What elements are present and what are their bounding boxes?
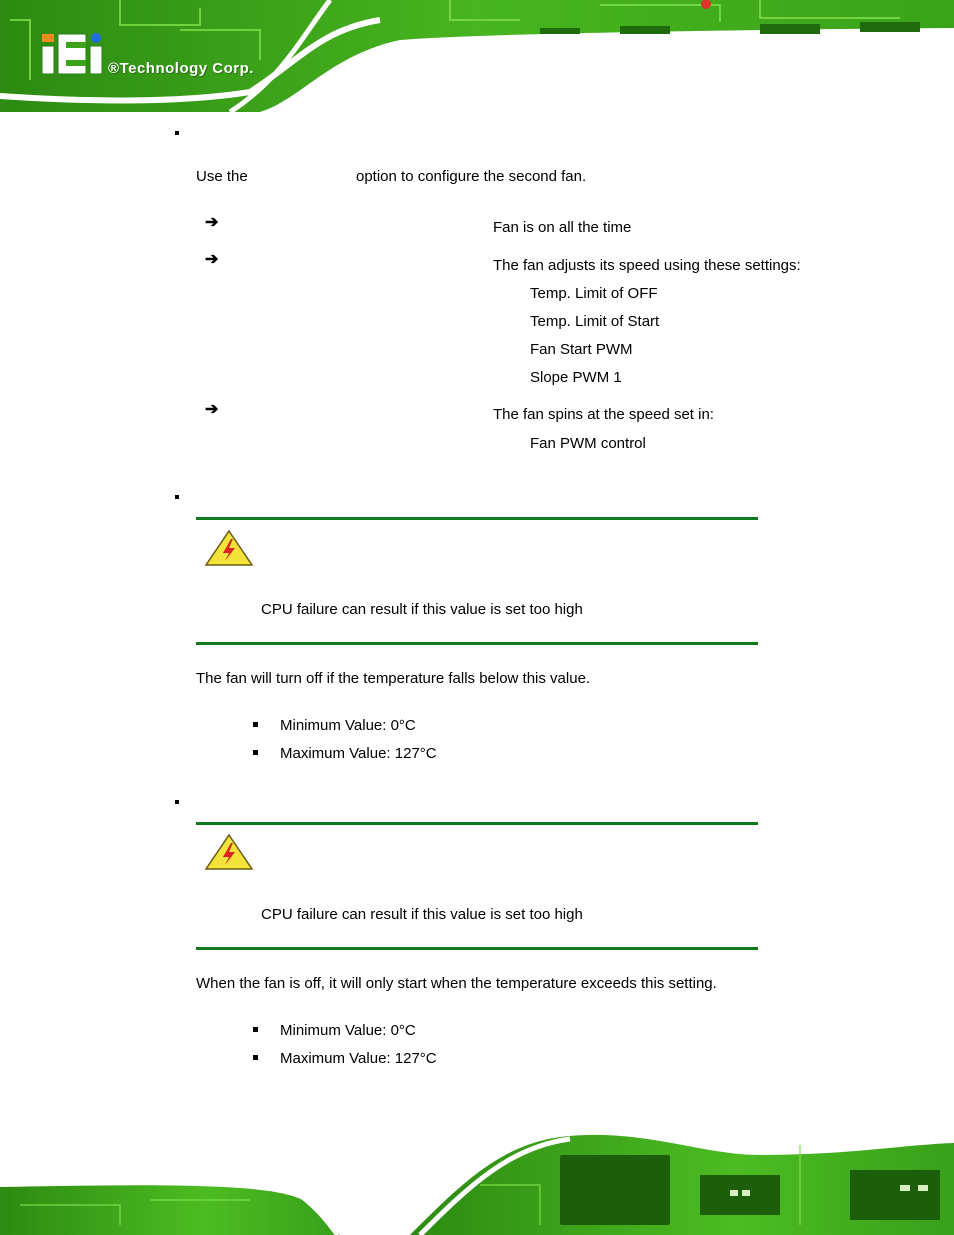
- maximum-value: Maximum Value: 127°C: [280, 1050, 437, 1067]
- section-bullet: [175, 800, 179, 804]
- iei-logo: [38, 30, 108, 80]
- warning-bottom-rule: [196, 947, 758, 950]
- setting-description: The fan will turn off if the temperature falls below this value.: [196, 670, 591, 687]
- page-header: [0, 0, 954, 112]
- option-setting: Slope PWM 1: [530, 369, 622, 386]
- footer-pcb-banner: [0, 1125, 954, 1235]
- fan-mode-intro-pre: Use the: [196, 168, 248, 185]
- option-description: The fan adjusts its speed using these settings:: [493, 257, 801, 274]
- option-description: The fan spins at the speed set in:: [493, 406, 714, 423]
- warning-top-rule: [196, 517, 758, 520]
- minimum-value: Minimum Value: 0°C: [280, 717, 416, 734]
- list-bullet: [253, 1027, 258, 1032]
- warning-text: CPU failure can result if this value is set too high: [261, 601, 583, 618]
- option-description: Fan is on all the time: [493, 219, 632, 236]
- list-bullet: [253, 722, 258, 727]
- company-name: ®Technology Corp.: [108, 60, 254, 77]
- section-bullet: [175, 131, 179, 135]
- list-bullet: [253, 1055, 258, 1060]
- arrow-icon: ➔: [205, 401, 219, 418]
- maximum-value: Maximum Value: 127°C: [280, 745, 437, 762]
- header-pcb-banner: [0, 0, 954, 112]
- minimum-value: Minimum Value: 0°C: [280, 1022, 416, 1039]
- option-setting: Temp. Limit of Start: [530, 313, 660, 330]
- setting-description: When the fan is off, it will only start when the temperature exceeds this setting.: [196, 975, 717, 992]
- fan-mode-intro-post: option to configure the second fan.: [356, 168, 587, 185]
- section-bullet: [175, 495, 179, 499]
- option-setting: Fan PWM control: [530, 435, 646, 452]
- list-bullet: [253, 750, 258, 755]
- warning-bottom-rule: [196, 642, 758, 645]
- arrow-icon: ➔: [205, 214, 219, 231]
- warning-icon: [204, 529, 254, 567]
- page-footer: [0, 1125, 954, 1235]
- arrow-icon: ➔: [205, 251, 219, 268]
- option-setting: Fan Start PWM: [530, 341, 633, 358]
- option-setting: Temp. Limit of OFF: [530, 285, 658, 302]
- warning-icon: [204, 833, 254, 871]
- warning-text: CPU failure can result if this value is set too high: [261, 906, 583, 923]
- warning-top-rule: [196, 822, 758, 825]
